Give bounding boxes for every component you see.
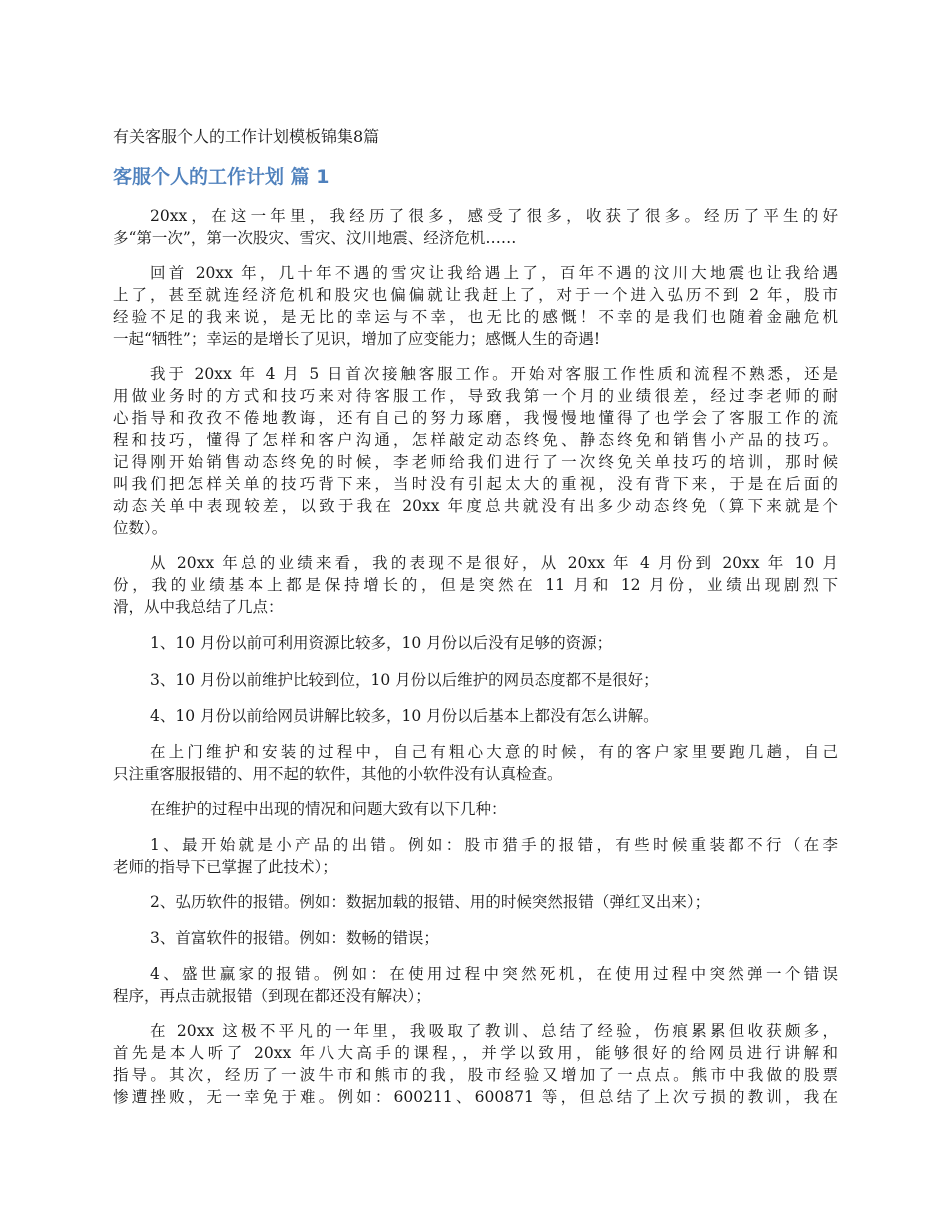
paragraph-summary bbox=[113, 1020, 838, 1108]
list-item bbox=[113, 963, 838, 1007]
text-line: 在上门维护和安装的过程中，自己有粗心大意的时候，有的客户家里要跑几趟，自己 bbox=[150, 743, 838, 761]
list-item: 3、首富软件的报错。例如：数畅的错误； bbox=[150, 929, 439, 947]
text-line: 叫我们把怎样关单的技巧背下来，当时没有引起太大的重视，没有背下来，于是在后面的 bbox=[113, 475, 838, 493]
text-line: 用做业务时的方式和技巧来对待客服工作，导致我第一个月的业绩很差，经过李老师的耐 bbox=[113, 387, 838, 405]
text-line: 1、最开始就是小产品的出错。例如：股市猎手的报错，有些时候重装都不行（在李 bbox=[150, 836, 838, 854]
document-title: 有关客服个人的工作计划模板锦集8篇 bbox=[113, 127, 380, 146]
text-line: 一起“牺牲”；幸运的是增长了见识，增加了应变能力；感慨人生的奇遇! bbox=[113, 330, 601, 348]
paragraph-first-contact bbox=[113, 363, 838, 539]
text-line: 我于 20xx 年 4 月 5 日首次接触客服工作。开始对客服工作性质和流程不熟悉，还是 bbox=[150, 365, 838, 383]
text-line: 经验不足的我来说，是无比的幸运与不幸，也无比的感慨！不幸的是我们也随着金融危机 bbox=[113, 308, 838, 326]
text-line: 老师的指导下已掌握了此技术）； bbox=[113, 858, 338, 876]
text-line: 上了，甚至就连经济危机和股灾也偏偏就让我赶上了，对于一个进入弘历不到 2 年，股市 bbox=[113, 286, 838, 304]
text-line: 20xx，在这一年里，我经历了很多，感受了很多，收获了很多。经历了平生的好 bbox=[150, 207, 838, 225]
paragraph-maintenance bbox=[113, 741, 838, 785]
list-item: 1、10 月份以前可利用资源比较多，10 月份以后没有足够的资源； bbox=[150, 634, 613, 652]
text-line: 在 20xx 这极不平凡的一年里，我吸取了教训、总结了经验，伤痕累累但收获颇多， bbox=[150, 1022, 838, 1040]
text-line: 份，我的业绩基本上都是保持增长的，但是突然在 11 月和 12 月份，业绩出现剧烈下 bbox=[113, 576, 838, 594]
text-line: 回首 20xx 年，几十年不遇的雪灾让我给遇上了，百年不遇的汶川大地震也让我给遇 bbox=[150, 264, 838, 282]
text-line: 4、盛世赢家的报错。例如：在使用过程中突然死机，在使用过程中突然弹一个错误 bbox=[150, 965, 838, 983]
text-line: 心指导和孜孜不倦地教诲，还有自己的努力琢磨，我慢慢地懂得了也学会了客服工作的流 bbox=[113, 409, 838, 427]
text-line: 记得刚开始销售动态终免的时候，李老师给我们进行了一次终免关单技巧的培训，那时候 bbox=[113, 453, 838, 471]
text-line: 滑，从中我总结了几点： bbox=[113, 598, 284, 616]
text-line: 从 20xx 年总的业绩来看，我的表现不是很好，从 20xx 年 4 月份到 20xx 年 10 月 bbox=[150, 554, 838, 572]
paragraph-review bbox=[113, 262, 838, 350]
list-item: 3、10 月份以前维护比较到位，10 月份以后维护的网员态度都不是很好； bbox=[150, 671, 659, 689]
text-line: 首先是本人听了 20xx 年八大高手的课程，，并学以致用，能够很好的给网员进行讲解和 bbox=[113, 1044, 838, 1062]
list-item bbox=[113, 834, 838, 878]
list-item: 2、弘历软件的报错。例如：数据加载的报错、用的时候突然报错（弹红叉出来）； bbox=[150, 893, 711, 911]
paragraph-performance bbox=[113, 552, 838, 618]
list-item: 4、10 月份以前给网员讲解比较多，10 月份以后基本上都没有怎么讲解。 bbox=[150, 707, 659, 725]
text-line: 程和技巧，懂得了怎样和客户沟通，怎样敲定动态终免、静态终免和销售小产品的技巧。 bbox=[113, 431, 838, 449]
text-line: 只注重客服报错的、用不起的软件，其他的小软件没有认真检查。 bbox=[113, 765, 563, 783]
text-line: 惨遭挫败，无一幸免于难。例如：600211、600871 等，但总结了上次亏损的教训，我在 bbox=[113, 1088, 838, 1106]
paragraph-issues-intro: 在维护的过程中出现的情况和问题大致有以下几种： bbox=[150, 800, 507, 818]
paragraph-intro bbox=[113, 205, 838, 249]
text-line: 指导。其次，经历了一波牛市和熊市的我，股市经验又增加了一点点。熊市中我做的股票 bbox=[113, 1066, 838, 1084]
section-heading: 客服个人的工作计划 篇 1 bbox=[113, 166, 330, 188]
text-line: 位数）。 bbox=[113, 519, 168, 537]
text-line: 多“第一次”，第一次股灾、雪灾、汶川地震、经济危机…… bbox=[113, 229, 517, 247]
text-line: 程序，再点击就报错（到现在都还没有解决）； bbox=[113, 987, 431, 1005]
text-line: 动态关单中表现较差，以致于我在 20xx 年度总共就没有出多少动态终免（算下来就是个 bbox=[113, 497, 838, 515]
